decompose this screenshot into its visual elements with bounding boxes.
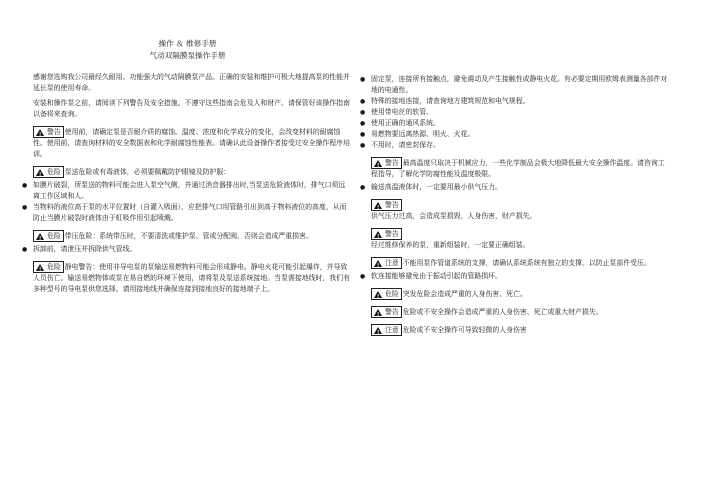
legend-text: 危险或不安全操作可导致轻微的人身伤害 (402, 326, 527, 334)
right-column (371, 72, 671, 336)
warning-text: 经过维修保养的泵，重新组装时，一定要正确组装。 (371, 241, 530, 249)
danger-block (33, 261, 351, 295)
list-item: ● 不用时，请密封保存。 (362, 140, 671, 151)
warning-triangle-icon (36, 264, 44, 271)
danger-badge: ! 危险 (33, 230, 64, 242)
manual-title: 操作 ＆ 维修手册 (158, 39, 217, 48)
bullet-list (371, 74, 671, 151)
list-item: ● 如膜片破裂，所泵送的物料可能会进入泵空气侧，并通过消音器排出时,当泵送危险液体时，排气口须远离工作区域和人。 (24, 180, 351, 202)
danger-badge: ! 危险 (33, 261, 64, 273)
warning-triangle-icon (374, 202, 382, 209)
warning-text: 供气压力过高，会造成泵损毁，人身伤害，财产损失。 (371, 212, 537, 220)
warning-text: 最高温度只取决于机械应力，一些化学制品会极大地降低最大安全操作温度。请咨询工程指导，了解化学防腐性能及温度极限。 (371, 159, 665, 178)
warning-badge: ! 警告 (371, 157, 402, 169)
warning-triangle-icon (374, 231, 382, 238)
warning-badge: ! 警告 (33, 126, 64, 138)
bullet-list (33, 180, 351, 224)
intro-paragraph-1: 感谢您选购我公司最经久耐用、功能强大的气动隔膜泵产品。正确的安装和维护可极大地提高泵的性能并延长泵的使用寿命。 (33, 73, 350, 92)
warning-triangle-icon (36, 233, 44, 240)
warning-triangle-icon (374, 309, 382, 316)
warning-block (371, 228, 671, 251)
danger-badge: ! 危险 (371, 288, 402, 300)
bullet-list (371, 182, 671, 193)
list-item: ● 软连接能够避免由于振动引起的管路损坏。 (362, 271, 671, 282)
list-item: ● 特殊的接地连接，请查询地方建筑规范和电气规程。 (362, 96, 671, 107)
caution-block (371, 257, 671, 269)
warning-triangle-icon (36, 169, 44, 176)
warning-block (371, 157, 671, 180)
list-item: ● 当物料的液位高于泵的水平位置时（自灌入吸面），应把排气口用管路引出到高于物料液位的高度，从而防止当膜片破裂时液体由于虹吸作用引起喷溅。 (24, 202, 351, 224)
danger-text: 带压危险：系统带压时，不要清洗或维护泵、管或分配阀，否则会造成严重损害。 (64, 232, 313, 240)
list-item: ● 使用正确的通风系统。 (362, 118, 671, 129)
warning-block (33, 126, 351, 160)
legend-caution (371, 324, 671, 336)
left-column (33, 72, 351, 295)
warning-text: 使用前，请确定泵是否耐介质的腐蚀。温度、浓度和化学成分的变化，会改变材料的耐腐蚀性。使用前，请查询材料的安全数据表和化学耐腐蚀性能表。请确认此设备操作者接受过安全操作程序培训。 (33, 128, 350, 158)
list-item: ● 输送高温液体时，一定要用最小供气压力。 (362, 182, 671, 193)
bullet-list (33, 244, 351, 255)
caution-badge: ! 注意 (371, 324, 402, 336)
caution-text: 不能用泵作管道系统的支撑，请确认系统系统有独立的支撑，以防止泵部件受压。 (402, 259, 651, 267)
list-item: ● 固定泵，连接所有接触点，避免震动及产生接触性或静电火花。有必要定期用欧姆表测量各部件对地的电通性。 (362, 74, 671, 96)
legend-danger (371, 288, 671, 300)
warning-block (371, 199, 671, 222)
intro-paragraph-2: 安装和操作泵之前，请阅读下列警告及安全措施。不遵守这些指南会危及人和财产。请保管好该操作指南以备将来查询。 (33, 99, 350, 118)
warning-badge: ! 警告 (371, 228, 402, 240)
warning-triangle-icon (374, 327, 382, 334)
bullet-list (371, 271, 671, 282)
caution-badge: ! 注意 (371, 257, 402, 269)
danger-text: 静电警告：使用非导电泵的泵输送易燃物料可能会形成静电。静电火花可能引起爆炸，并导致人员伤亡。输送易燃物体或泵在易自燃的环境下使用，请将泵及泵送系统接地。当泵需接地线时，我们有多种型号的导电泵供您选择。请用接地线并确保连接到接地良好的接地端子上。 (33, 263, 350, 293)
warning-triangle-icon (374, 291, 382, 298)
legend-warning (371, 306, 671, 318)
list-item: ● 拆卸前，请泄压并拆除供气管线。 (24, 244, 351, 255)
manual-subtitle: 气动双隔膜泵操作手册 (149, 51, 226, 60)
warning-badge: ! 警告 (371, 199, 402, 211)
warning-badge: ! 警告 (371, 306, 402, 318)
danger-block (33, 230, 351, 242)
legend-text: 突发危险会造成严重的人身伤害、死亡。 (402, 290, 527, 298)
warning-triangle-icon (36, 129, 44, 136)
danger-block (33, 166, 351, 178)
list-item: ● 易燃物要远离热源、明火、火花。 (362, 129, 671, 140)
legend-text: 危险或不安全操作会造成严重的人身伤害、死亡或重大财产损失。 (402, 308, 603, 316)
danger-text: 泵送危险或有毒液体，必须要佩戴防护眼镜及防护服： (64, 168, 231, 176)
list-item: ● 使用带电丝的软管。 (362, 107, 671, 118)
warning-triangle-icon (374, 160, 382, 167)
danger-badge: ! 危险 (33, 166, 64, 178)
warning-triangle-icon (374, 260, 382, 267)
